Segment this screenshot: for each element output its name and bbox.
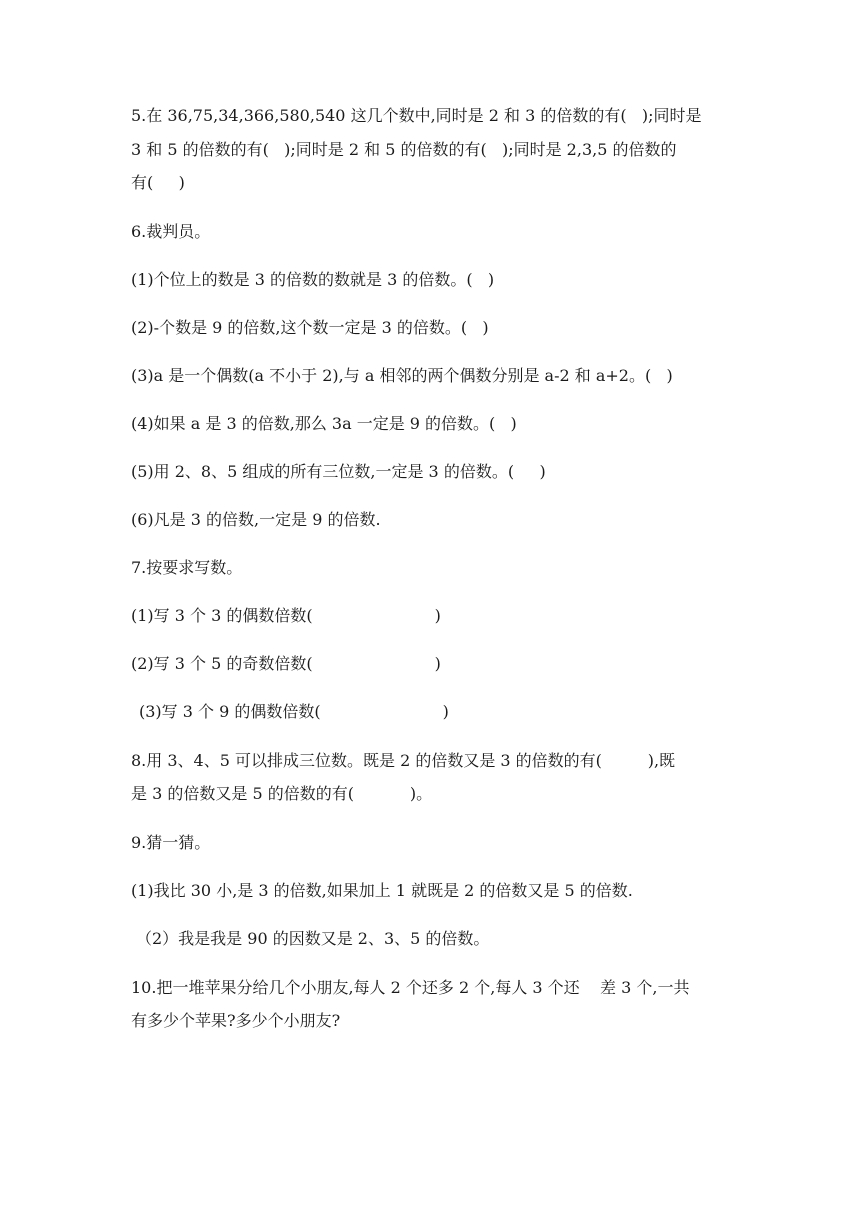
q5-line-3: 有( ) [131,173,185,192]
q7-item-3: (3)写 3 个 9 的偶数倍数( ) [139,702,449,721]
q7-heading: 7.按要求写数。 [131,558,243,577]
q9-item-2: （2）我是我是 90 的因数又是 2、3、5 的倍数。 [136,929,490,948]
q7-item-2: (2)写 3 个 5 的奇数倍数( ) [131,654,441,673]
q10-line-1: 10.把一堆苹果分给几个小朋友,每人 2 个还多 2 个,每人 3 个还 差 3 个,一共 [131,978,690,997]
q6-item-2: (2)-个数是 9 的倍数,这个数一定是 3 的倍数。( ) [131,318,489,337]
q9-heading: 9.猜一猜。 [131,833,211,852]
q5-line-2: 3 和 5 的倍数的有( );同时是 2 和 5 的倍数的有( );同时是 2,3,5 的倍数的 [131,140,677,159]
q6-heading: 6.裁判员。 [131,222,211,241]
q9-item-1: (1)我比 30 小,是 3 的倍数,如果加上 1 就既是 2 的倍数又是 5 的倍数. [131,881,633,900]
q6-item-6: (6)凡是 3 的倍数,一定是 9 的倍数. [131,510,381,529]
q8-line-2: 是 3 的倍数又是 5 的倍数的有( )。 [131,784,433,803]
q10-line-2: 有多少个苹果?多少个小朋友? [131,1011,341,1030]
q5-line-1: 5.在 36,75,34,366,580,540 这几个数中,同时是 2 和 3 的倍数的有( );同时是 [131,106,702,125]
q6-item-4: (4)如果 a 是 3 的倍数,那么 3a 一定是 9 的倍数。( ) [131,414,517,433]
q8-line-1: 8.用 3、4、5 可以排成三位数。既是 2 的倍数又是 3 的倍数的有( ),既 [131,751,676,770]
q6-item-5: (5)用 2、8、5 组成的所有三位数,一定是 3 的倍数。( ) [131,462,546,481]
q7-item-1: (1)写 3 个 3 的偶数倍数( ) [131,606,441,625]
q6-item-3: (3)a 是一个偶数(a 不小于 2),与 a 相邻的两个偶数分别是 a-2 和 a+2。( ) [131,366,673,385]
q6-item-1: (1)个位上的数是 3 的倍数的数就是 3 的倍数。( ) [131,270,495,289]
